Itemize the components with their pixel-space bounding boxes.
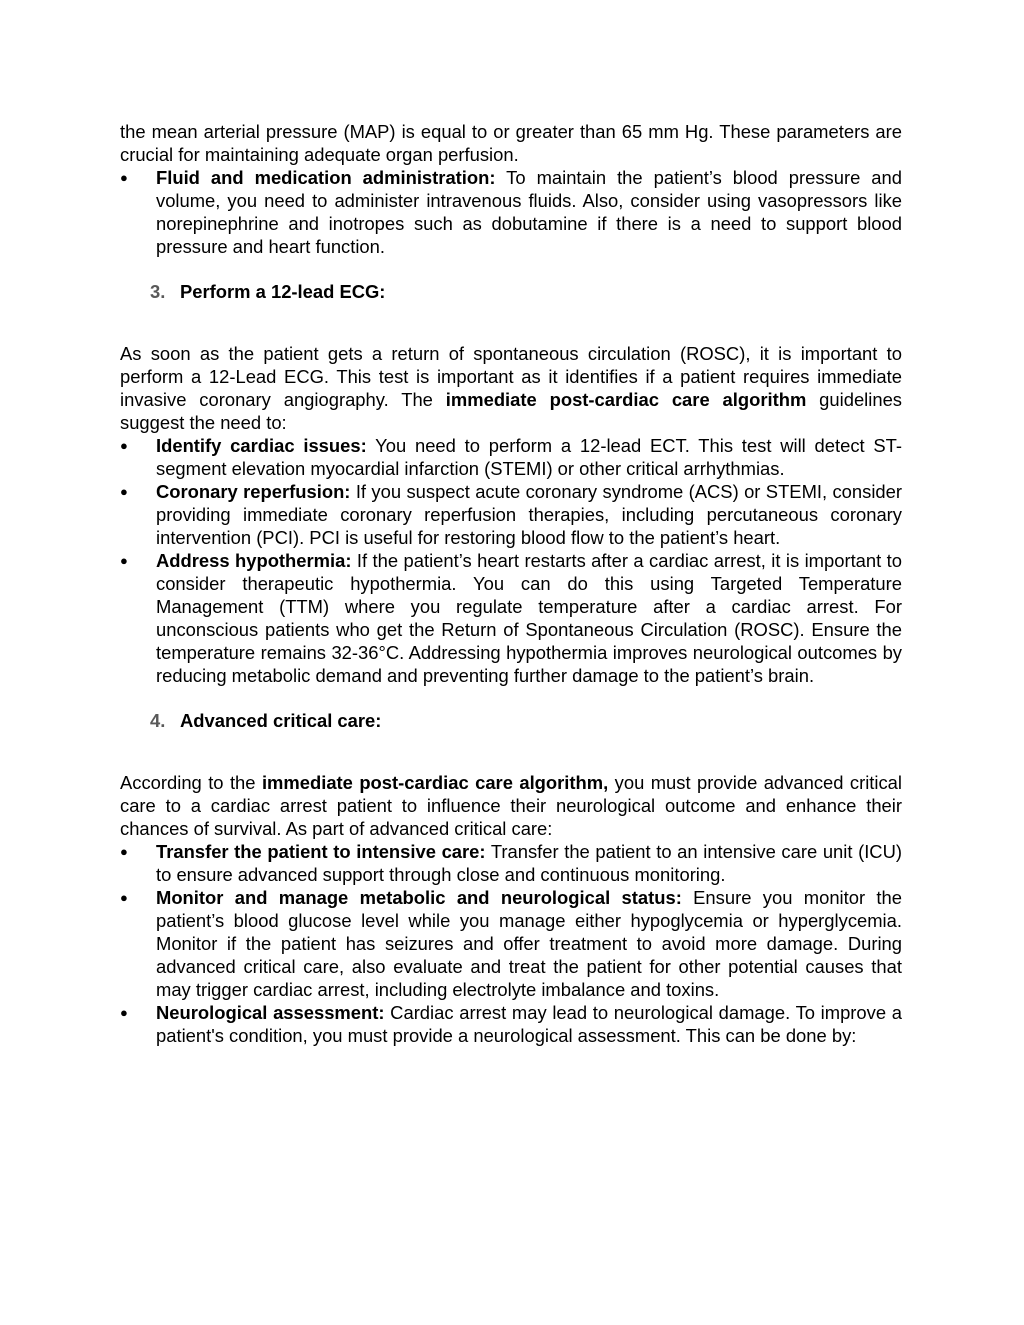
intro-text: you must provide advanced critical care to a cardiac arrest patient to influence their neurological outcome and enhance their chances of survival. As part of advanced critical care:: [120, 772, 902, 839]
item-text: You need to perform a 12-lead ECT. This test will detect ST-segment elevation myocardial infarction (STEMI) or other critical arrhythmias.: [156, 435, 903, 479]
list-item: [120, 480, 902, 549]
item-term: Address hypothermia:: [156, 550, 352, 571]
continued-paragraph: the mean arterial pressure (MAP) is equal to or greater than 65 mm Hg. These parameters are crucial for maintaining adequate organ perfusion.: [120, 121, 902, 165]
item-text: If the patient’s heart restarts after a cardiac arrest, it is important to consider therapeutic hypothermia. You can do this using Targeted Temperature Management (TTM) where you regulate temperature after a cardiac arrest. For unconscious patients who get the Return of Spontaneous Circulation (ROSC). Ensure the temperature remains 32-36°C. Addressing hypothermia improves neurological outcomes by reducing metabolic demand and preventing further damage to the patient’s brain.: [156, 550, 903, 686]
list-item: [120, 1001, 902, 1047]
item-text: Cardiac arrest may lead to neurological damage. To improve a patient's condition, you must provide a neurological assessment. This can be done by:: [156, 1002, 902, 1046]
item-term: Fluid and medication administration:: [156, 167, 496, 188]
bullet-icon: ●: [120, 170, 128, 185]
list-item: [120, 886, 902, 1001]
bullet-icon: ●: [120, 1005, 128, 1020]
bullet-list-circulation: [120, 166, 902, 258]
section-number: 3.: [150, 281, 166, 302]
item-term: Coronary reperfusion:: [156, 481, 351, 502]
item-text: Transfer the patient to an intensive care unit (ICU) to ensure advanced support through close and continuous monitoring.: [156, 841, 902, 885]
item-term: Neurological assessment:: [156, 1002, 385, 1023]
intro-bold: immediate post-cardiac care algorithm,: [261, 772, 609, 793]
document-page: [120, 120, 902, 1047]
intro-text: guidelines suggest the need to:: [120, 389, 902, 433]
item-text: Ensure you monitor the patient’s blood glucose level while you manage either hypoglycemia or hyperglycemia. Monitor if the patient has seizures and offer treatment to avoid more damage. During advanced critical care, also evaluate and treat the patient for other potential causes that may trigger cardiac arrest, including electrolyte imbalance and toxins.: [156, 887, 902, 1000]
section-title: Perform a 12-lead ECG:: [180, 281, 386, 302]
bullet-list-ecg: [120, 434, 902, 687]
section-heading-ecg: [120, 280, 902, 303]
section-intro-critical-care: [120, 771, 902, 840]
bullet-icon: ●: [120, 438, 128, 453]
section-heading-critical-care: [120, 709, 902, 732]
bullet-icon: ●: [120, 844, 128, 859]
item-term: Monitor and manage metabolic and neurological status:: [156, 887, 682, 908]
list-item: [120, 840, 902, 886]
list-item: [120, 166, 902, 258]
section-number: 4.: [150, 710, 166, 731]
bullet-icon: ●: [120, 484, 128, 499]
item-term: Identify cardiac issues:: [156, 435, 367, 456]
item-text: To maintain the patient’s blood pressure and volume, you need to administer intravenous fluids. Also, consider using vasopressors like norepinephrine and inotropes such as dobutamine if there is a need to support blood pressure and heart function.: [156, 167, 902, 257]
intro-text: As soon as the patient gets a return of spontaneous circulation (ROSC), it is important to perform a 12-Lead ECG. This test is important as it identifies if a patient requires immediate invasive coronary angiography. The: [120, 343, 902, 410]
list-item: [120, 434, 902, 480]
item-term: Transfer the patient to intensive care:: [156, 841, 486, 862]
bullet-icon: ●: [120, 890, 128, 905]
intro-text: According to the: [120, 772, 262, 793]
bullet-icon: ●: [120, 553, 128, 568]
list-item: [120, 549, 902, 687]
intro-bold: immediate post-cardiac care algorithm: [445, 389, 807, 410]
item-text: If you suspect acute coronary syndrome (ACS) or STEMI, consider providing immediate coronary reperfusion therapies, including percutaneous coronary intervention (PCI). PCI is useful for restoring blood flow to the patient’s heart.: [156, 481, 902, 548]
section-title: Advanced critical care:: [180, 710, 382, 731]
bullet-list-critical-care: [120, 840, 902, 1047]
section-intro-ecg: [120, 342, 902, 434]
